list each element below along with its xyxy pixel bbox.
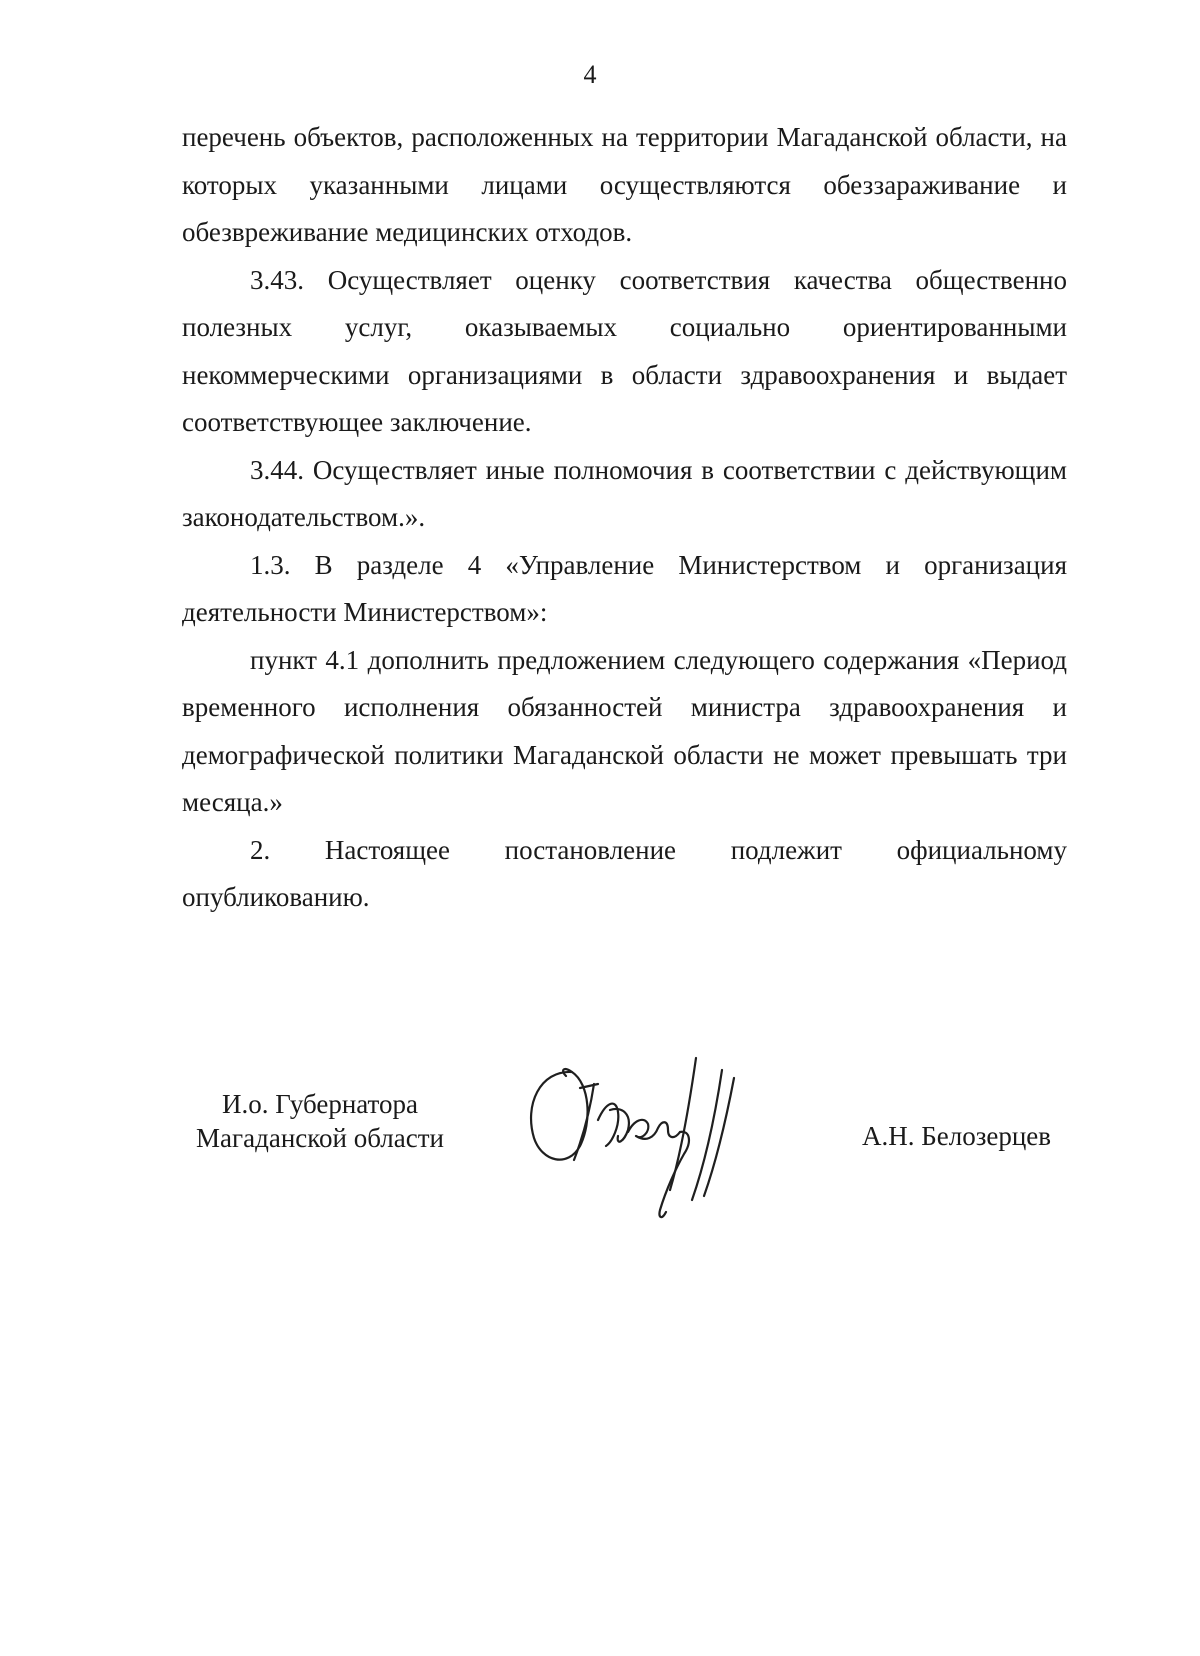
paragraph-3-44: 3.44. Осуществляет иные полномочия в соответствии с действующим законодательством.».	[182, 454, 1067, 532]
signatory-name: А.Н. Белозерцев	[862, 1121, 1052, 1151]
paragraph-2-publication: 2. Настоящее постановление подлежит официальному опубликованию.	[182, 834, 1067, 912]
paragraph-4-1-addition: пункт 4.1 дополнить предложением следующего содержания «Период временного исполнения обязанностей министра здравоохранения и демографической политики Магаданской области не может превышать три месяца.»	[182, 644, 1067, 817]
paragraph-1: перечень объектов, расположенных на территории Магаданской области, на которых указанными лицами осуществляются обеззараживание и обезвреживание медицинских отходов.	[182, 122, 1067, 247]
signatory-position-line-2: Магаданской области	[196, 1123, 444, 1153]
signatory-position-line-1: И.о. Губернатора	[221, 1089, 418, 1119]
paragraph-3-43: 3.43. Осуществляет оценку соответствия качества общественно полезных услуг, оказываемых социально ориентированными некоммерческими организациями в области здравоохранения и выдает соответствующее заключение.	[182, 264, 1067, 437]
handwritten-signature	[520, 1050, 780, 1225]
paragraph-1-3: 1.3. В разделе 4 «Управление Министерством и организация деятельности Министерством»:	[182, 549, 1067, 627]
document-body	[182, 114, 1067, 922]
signatory-position	[180, 1087, 460, 1155]
page-number: 4	[583, 60, 597, 89]
